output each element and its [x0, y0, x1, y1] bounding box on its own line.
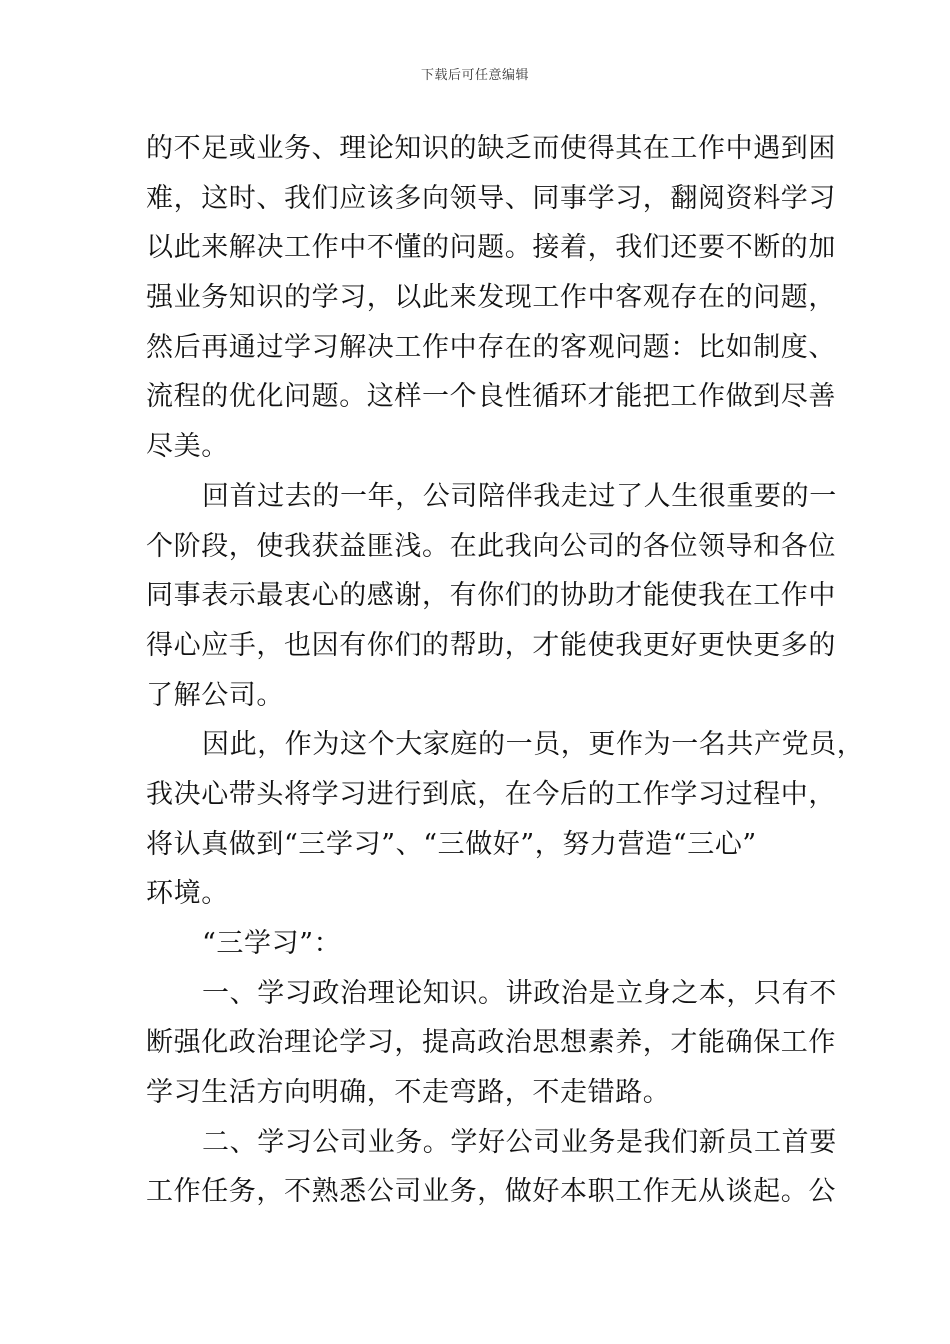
- text-line: 环境。: [146, 878, 229, 910]
- text-line: 然后再通过学习解决工作中存在的客观问题：比如制度、: [146, 331, 836, 363]
- text-line: 工作任务，不熟悉公司业务，做好本职工作无从谈起。公: [146, 1176, 836, 1208]
- section-heading: “三学习”：: [202, 928, 342, 959]
- paragraph-first-line: 一、学习政治理论知识。讲政治是立身之本，只有不: [202, 977, 837, 1009]
- text-line: 流程的优化问题。这样一个良性循环才能把工作做到尽善: [146, 381, 836, 413]
- page-header: 下载后可任意编辑: [420, 68, 529, 83]
- paragraph-first-line: 因此，作为这个大家庭的一员，更作为一名共产党员，: [202, 729, 865, 761]
- text-line: 同事表示最衷心的感谢，有你们的协助才能使我在工作中: [146, 580, 836, 612]
- text-line: 我决心带头将学习进行到底，在今后的工作学习过程中，: [146, 778, 836, 810]
- text-line: 学习生活方向明确，不走弯路，不走错路。: [146, 1077, 671, 1109]
- text-line: 个阶段，使我获益匪浅。在此我向公司的各位领导和各位: [146, 530, 836, 562]
- text-line: 将认真做到“三学习”、“三做好”，努力营造“三心”: [146, 828, 757, 860]
- text-line: 尽美。: [146, 431, 229, 463]
- text-line: 了解公司。: [146, 679, 284, 711]
- text-line: 的不足或业务、理论知识的缺乏而使得其在工作中遇到困: [146, 133, 836, 164]
- text-line: 断强化政治理论学习，提高政治思想素养，才能确保工作: [146, 1027, 836, 1059]
- text-line: 强业务知识的学习，以此来发现工作中客观存在的问题，: [146, 282, 836, 314]
- text-line: 以此来解决工作中不懂的问题。接着，我们还要不断的加: [146, 232, 836, 264]
- text-line: 得心应手，也因有你们的帮助，才能使我更好更快更多的: [146, 629, 836, 661]
- text-line: 难，这时、我们应该多向领导、同事学习，翻阅资料学习: [146, 182, 836, 214]
- paragraph-first-line: 二、学习公司业务。学好公司业务是我们新员工首要: [202, 1126, 837, 1158]
- paragraph-first-line: 回首过去的一年，公司陪伴我走过了人生很重要的一: [202, 480, 837, 512]
- document-body: [146, 124, 865, 1217]
